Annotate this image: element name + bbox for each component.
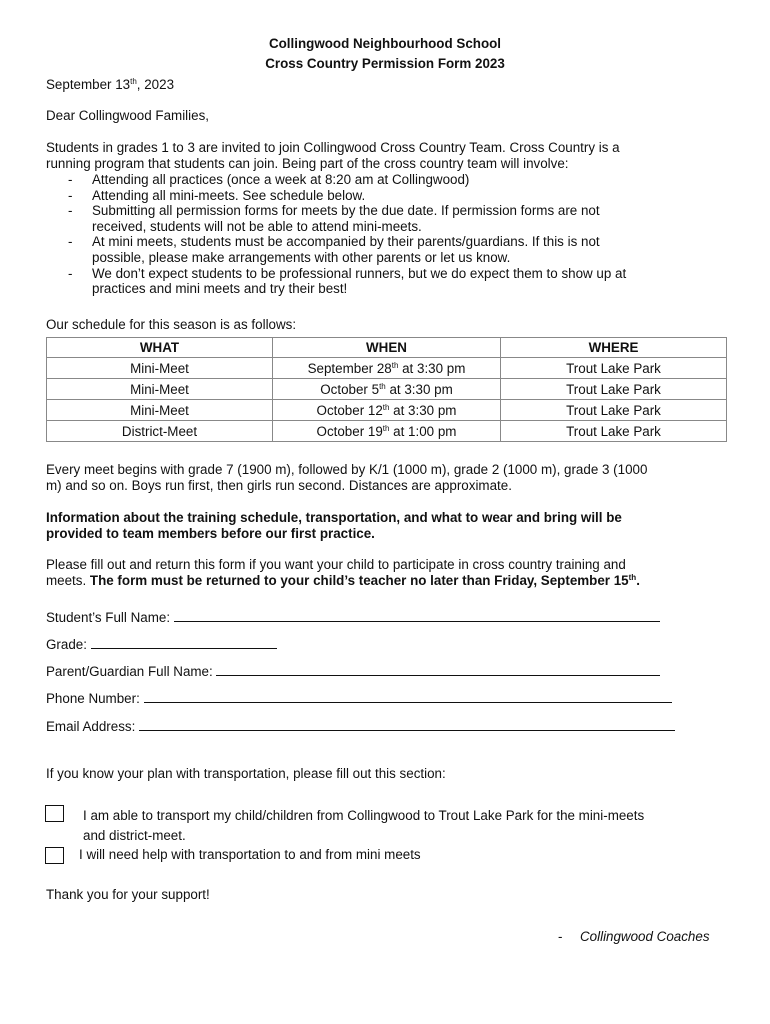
phone-label: Phone Number: [46,691,140,706]
parent-name-label: Parent/Guardian Full Name: [46,664,213,679]
table-row: Mini-Meet October 5th at 3:30 pm Trout Lake Park [47,379,727,400]
return-instructions: Please fill out and return this form if you want your child to participate in cross country training and meets. The form must be returned to your child’s teacher no later than Friday, September 15th. [46,557,640,588]
meet-info-paragraph: Every meet begins with grade 7 (1900 m), followed by K/1 (1000 m), grade 2 (1000 m), grade 3 (1000 m) and so on. Boys run first, then girls run second. Distances are approximate. [46,462,648,493]
thanks-line: Thank you for your support! [46,887,210,902]
return-deadline: The form must be returned to your child’s teacher no later than Friday, September 15 [89,573,629,588]
parent-name-field[interactable] [46,663,660,680]
student-name-input-line[interactable] [174,609,660,622]
letter-date: September 13th, 2023 [46,77,175,92]
student-name-field[interactable] [46,609,660,626]
phone-field[interactable] [46,690,672,707]
parent-name-input-line[interactable] [216,663,660,676]
email-field[interactable] [46,718,675,735]
list-item: - Attending all practices (once a week at 8:20 am at Collingwood) [68,172,470,187]
email-input-line[interactable] [139,718,675,731]
school-title: Collingwood Neighbourhood School [268,36,502,51]
grade-field[interactable] [46,636,277,653]
column-header-what: WHAT [47,338,273,358]
student-name-label: Student’s Full Name: [46,610,171,625]
column-header-when: WHEN [273,338,501,358]
list-item: - At mini meets, students must be accompanied by their parents/guardians. If this is not possible, please make arrangements with other parents or let us know. [68,234,600,265]
list-item: - Attending all mini-meets. See schedule below. [68,187,366,203]
intro-paragraph: Students in grades 1 to 3 are invited to join Collingwood Cross Country Team. Cross Country is a running program that students can join. Being part of the cross country team will involve: [46,140,620,171]
column-header-where: WHERE [501,338,727,358]
involvement-list [46,172,746,297]
table-row: Mini-Meet September 28th at 3:30 pm Trout Lake Park [47,358,727,379]
transport-help-label: I will need help with transportation to and from mini meets [79,847,421,862]
table-row: Mini-Meet October 12th at 3:30 pm Trout Lake Park [47,400,727,421]
signature-dash: - [558,929,563,944]
grade-label: Grade: [46,637,87,652]
email-label: Email Address: [46,719,136,734]
list-item: - We don’t expect students to be professional runners, but we do expect them to show up at practices and mini meets and try their best! [68,265,627,297]
transport-self-checkbox[interactable] [45,805,64,822]
grade-input-line[interactable] [91,636,277,649]
form-title: Cross Country Permission Form 2023 [265,56,505,71]
transport-intro: If you know your plan with transportation, please fill out this section: [46,766,446,781]
table-row: District-Meet October 19th at 1:00 pm Trout Lake Park [47,421,727,442]
transport-help-checkbox[interactable] [45,847,64,864]
list-item: - Submitting all permission forms for meets by the due date. If permission forms are not received, students will not be able to attend mini-meets. [68,203,600,234]
training-info-paragraph: Information about the training schedule, transportation, and what to wear and bring will be provided to team members before our first practice. [46,510,622,541]
transport-self-label: I am able to transport my child/children from Collingwood to Trout Lake Park for the mini-meets and district-meet. [83,808,645,843]
greeting: Dear Collingwood Families, [46,108,209,123]
phone-input-line[interactable] [144,690,672,703]
table-header-row [47,338,727,358]
schedule-table [46,337,727,442]
schedule-intro: Our schedule for this season is as follows: [46,317,297,332]
signature: Collingwood Coaches [580,929,710,944]
